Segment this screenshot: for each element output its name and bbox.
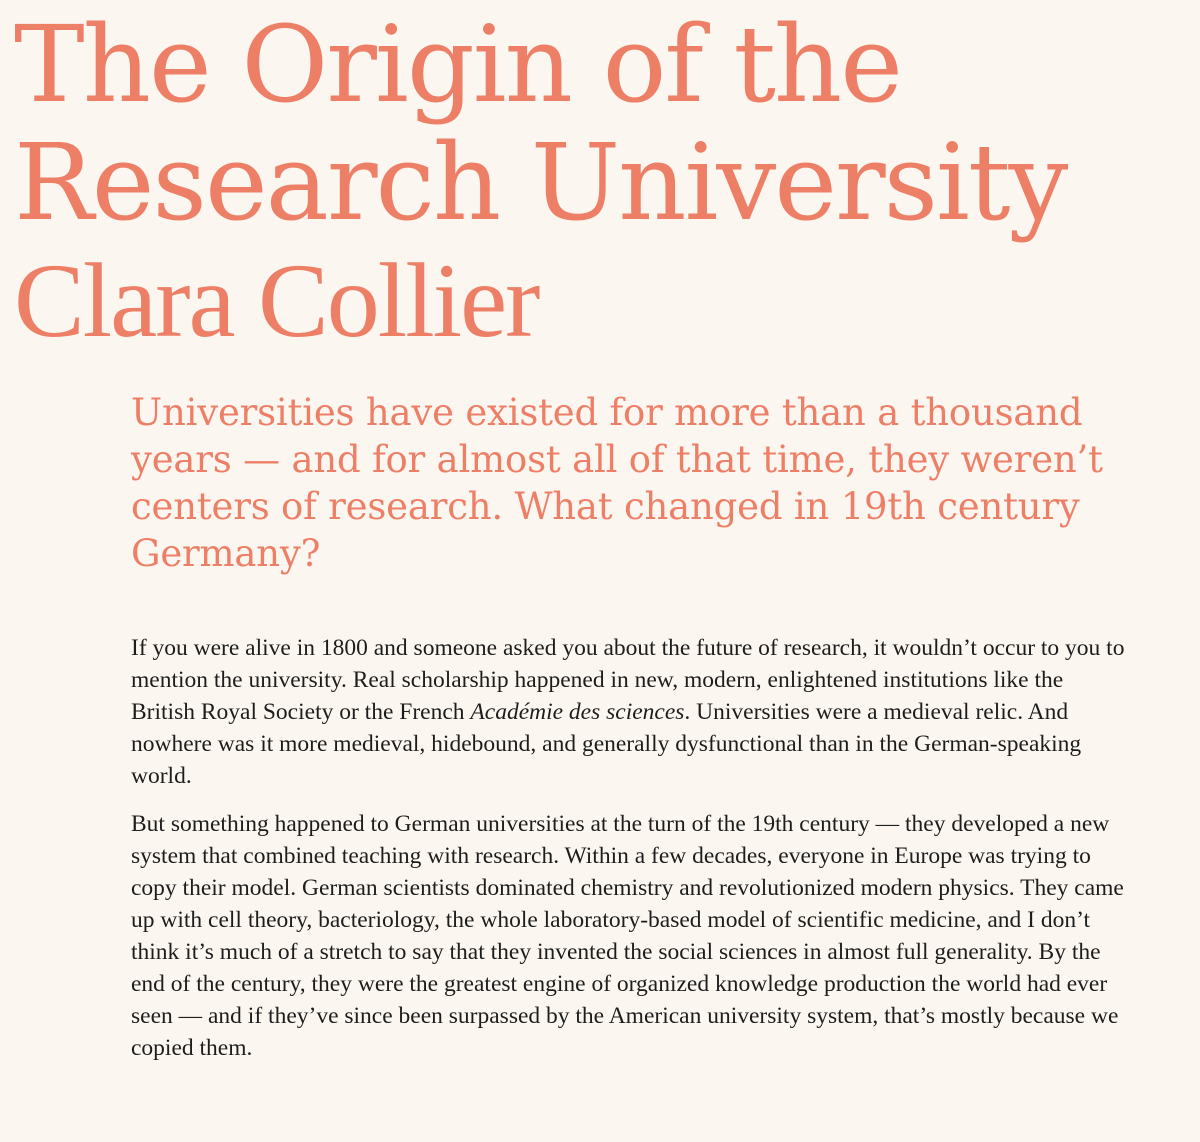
body-paragraph-2: But something happened to German universities at the turn of the 19th century — they developed a new system that combined teaching with research. Within a few decades, everyone in Europe was trying to copy their model. German scientists dominated chemistry and revolutionized modern physics. They came up with cell theory, bacteriology, the whole laboratory-based model of scientific medicine, and I don’t think it’s much of a stretch to say that they invented the social sciences in almost full generality. By the end of the century, they were the greatest engine of organized knowledge production the world had ever seen — and if they’ve since been surpassed by the American university system, that’s mostly because we copied them. [131,811,1124,1061]
article-header [14,3,1184,360]
article-dek: Universities have existed for more than a thousand years — and for almost all of that time, they weren’t centers of research. What changed in 19th century Germany? [131,391,1103,575]
article-title-line-1: The Origin of the [14,3,901,126]
academie-des-sciences-italic: Académie des sciences [470,699,685,725]
article-title-line-2: Research University [14,121,1067,244]
article-author: Clara Collier [14,242,539,359]
paragraph-1-text-a: If you were alive in 1800 and someone asked you about the future of research, it wouldn’t occur to you to mention the university. Real scholarship happened in new, modern, enlightened institutions like the British Royal Society or the French [131,635,1125,725]
body-paragraph-1 [131,632,1131,792]
paragraph-1-text-b: . Universities were a medieval relic. And nowhere was it more medieval, hidebound, and generally dysfunctional than in the German-speaking world. [131,699,1082,789]
article-body [131,632,1131,1080]
